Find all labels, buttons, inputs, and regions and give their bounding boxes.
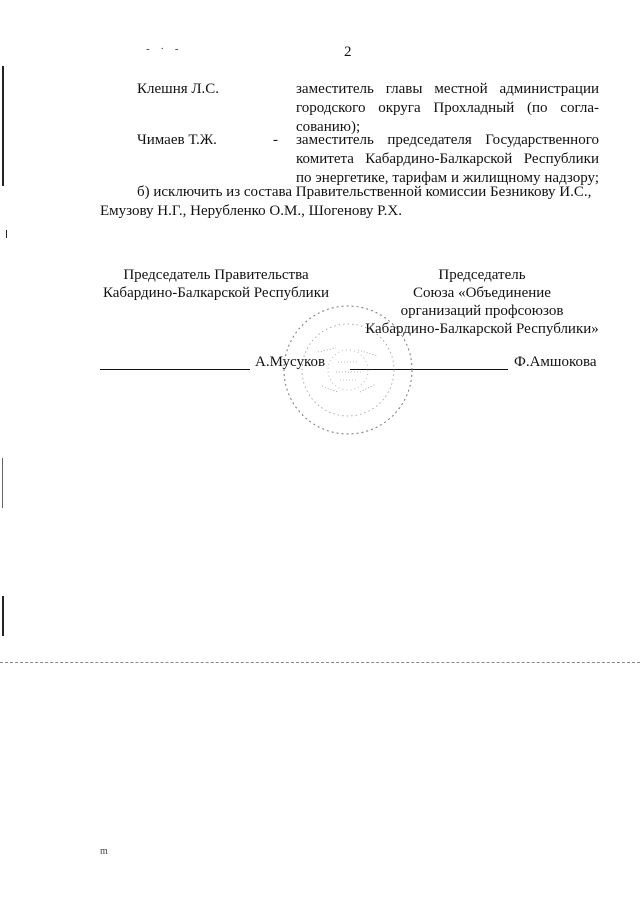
scan-margin-mark xyxy=(6,230,7,238)
left-signature-line xyxy=(100,369,250,370)
signatory-title-line: Союза «Объединение xyxy=(413,285,551,301)
signatory-title-line: Председатель Правительства xyxy=(123,267,309,283)
header-marks: - · - xyxy=(146,43,183,55)
member-dash: - xyxy=(273,132,278,148)
member-name: Чимаев Т.Ж. xyxy=(137,132,217,148)
official-seal xyxy=(278,300,418,440)
signatory-title-line: организаций профсоюзов xyxy=(400,303,564,319)
member-description xyxy=(296,80,599,137)
member-name: Клешня Л.С. xyxy=(137,81,220,97)
member-description xyxy=(296,131,599,188)
paragraph-line: б) исключить из состава Правительственной комиссии Безникову И.С., xyxy=(137,184,592,200)
scan-margin-mark xyxy=(2,596,4,636)
scan-margin-mark xyxy=(2,458,3,508)
signatory-title-line: Кабардино-Балкарской Республики xyxy=(102,285,330,301)
description-line: по энергетике, тарифам и жилищному надзору; xyxy=(296,170,599,186)
page-number: 2 xyxy=(344,44,352,60)
signatory-title-line: Председатель xyxy=(438,267,526,283)
left-signatory-title xyxy=(96,266,336,302)
footer-mark: m xyxy=(100,846,108,857)
exclude-paragraph xyxy=(100,183,600,221)
signatory-title-line: Кабардино-Балкарской Республики» xyxy=(365,321,599,337)
description-line: сованию); xyxy=(296,119,361,135)
description-line: комитета Кабардино-Балкарской Республики xyxy=(296,151,599,167)
description-line: заместитель главы местной администрации xyxy=(296,81,599,97)
left-signatory-name: А.Мусуков xyxy=(255,354,326,370)
right-signatory-name: Ф.Амшокова xyxy=(514,354,597,370)
description-line: городского округа Прохладный (по согла- xyxy=(296,100,599,116)
paragraph-line: Емузову Н.Г., Нерубленко О.М., Шогенову Р.Х. xyxy=(100,203,402,219)
scan-fold-line xyxy=(0,662,640,663)
description-line: заместитель председателя Государственного xyxy=(296,132,599,148)
member-entry xyxy=(0,131,640,191)
